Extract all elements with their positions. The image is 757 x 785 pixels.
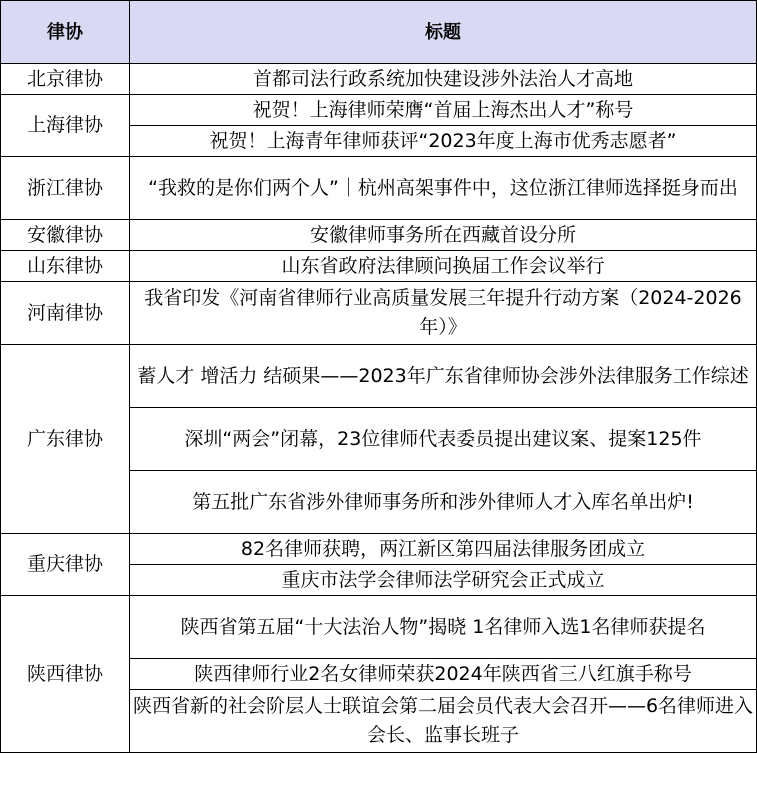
table-row [1,251,757,282]
association-cell-beijing: 北京律协 [1,64,130,95]
title-cell: 陕西律师行业2名女律师荣获2024年陕西省三八红旗手称号 [130,659,757,690]
title-cell: 82名律师获聘，两江新区第四届法律服务团成立 [130,534,757,565]
table-row [1,596,757,659]
table-row [1,64,757,95]
title-cell: 蓄人才 增活力 结硕果——2023年广东省律师协会涉外法律服务工作综述 [130,345,757,408]
table-header [1,1,757,64]
table-body [1,64,757,753]
table-row [1,95,757,126]
association-cell-henan: 河南律协 [1,282,130,345]
table-row [1,157,757,220]
title-cell: 首都司法行政系统加快建设涉外法治人才高地 [130,64,757,95]
table-row [1,282,757,345]
association-cell-shandong: 山东律协 [1,251,130,282]
title-cell: 祝贺！上海律师荣膺“首届上海杰出人才”称号 [130,95,757,126]
association-cell-chongqing: 重庆律协 [1,534,130,596]
title-cell: 陕西省第五届“十大法治人物”揭晓 1名律师入选1名律师获提名 [130,596,757,659]
header-association: 律协 [1,1,130,64]
association-cell-zhejiang: 浙江律协 [1,157,130,220]
title-cell: 第五批广东省涉外律师事务所和涉外律师人才入库名单出炉! [130,471,757,534]
header-row [1,1,757,64]
title-cell: 山东省政府法律顾问换届工作会议举行 [130,251,757,282]
table-row [1,220,757,251]
title-cell: 祝贺！上海青年律师获评“2023年度上海市优秀志愿者” [130,126,757,157]
table-row [1,534,757,565]
association-cell-shaanxi: 陕西律协 [1,596,130,753]
association-cell-anhui: 安徽律协 [1,220,130,251]
header-title: 标题 [130,1,757,64]
association-cell-guangdong: 广东律协 [1,345,130,534]
title-cell: 安徽律师事务所在西藏首设分所 [130,220,757,251]
title-cell: 重庆市法学会律师法学研究会正式成立 [130,565,757,596]
title-cell: 陕西省新的社会阶层人士联谊会第二届会员代表大会召开——6名律师进入会长、监事长班子 [130,690,757,753]
title-cell: “我救的是你们两个人”｜杭州高架事件中，这位浙江律师选择挺身而出 [130,157,757,220]
title-cell: 我省印发《河南省律师行业高质量发展三年提升行动方案（2024-2026年）》 [130,282,757,345]
title-cell: 深圳“两会”闭幕，23位律师代表委员提出建议案、提案125件 [130,408,757,471]
table-row [1,345,757,408]
association-cell-shanghai: 上海律协 [1,95,130,157]
